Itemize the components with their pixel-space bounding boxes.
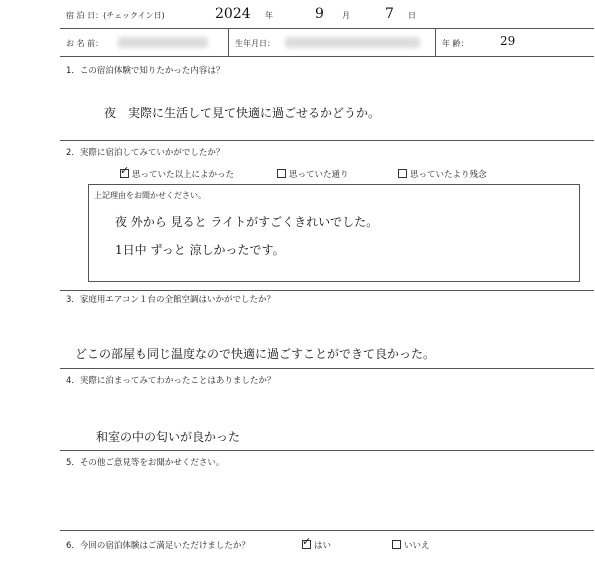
option-label: 思っていたより残念 — [410, 170, 487, 180]
check-mark-icon: ✓ — [120, 164, 130, 177]
question-2 — [60, 140, 594, 291]
age-value: 29 — [500, 34, 516, 48]
day-value: 7 — [385, 6, 394, 22]
question-6 — [60, 530, 594, 566]
question-1 — [60, 56, 594, 141]
survey-form — [60, 0, 595, 567]
option-no[interactable] — [392, 539, 430, 551]
month-label: 月 — [342, 11, 350, 20]
question-3-answer: どこの部屋も同じ温度なので快適に過ごすことができて良かった。 — [75, 347, 436, 361]
question-6-title: 6．今回の宿泊体験はご満足いただけましたか？ — [66, 541, 250, 551]
question-4-answer: 和室の中の匂いが良かった — [96, 430, 241, 444]
option-as-expected[interactable] — [277, 168, 349, 180]
checkbox[interactable] — [277, 169, 286, 178]
option-label: 思っていた通り — [289, 170, 349, 180]
name-label: お 名 前： — [66, 39, 104, 48]
divider — [228, 28, 229, 56]
redacted-birthdate — [285, 37, 420, 48]
month-value: 9 — [315, 6, 324, 22]
redacted-name — [118, 37, 208, 48]
question-1-title: 1．この宿泊体験で知りたかった内容は？ — [66, 66, 225, 76]
age-label: 年 齢： — [442, 39, 469, 48]
question-3-title: 3．家庭用エアコン１台の全館空調はいかがでしたか？ — [66, 295, 275, 305]
question-1-answer: 夜 実際に生活して見て快適に過ごせるかどうか。 — [104, 106, 381, 120]
option-label: 思っていた以上によかった — [132, 170, 235, 180]
question-3 — [60, 290, 594, 369]
question-4-title: 4．実際に泊まってみてわかったことはありましたか？ — [66, 376, 276, 386]
reason-line-2: 1日中 ずっと 涼しかったです。 — [115, 243, 285, 257]
stay-date-label: 宿 泊 日：(チェックイン日) — [66, 11, 165, 20]
question-5-title: 5．その他ご意見等をお聞かせください。 — [66, 458, 225, 468]
question-2-title: 2．実際に宿泊してみていかがでしたか？ — [66, 148, 225, 158]
year-value: 2024 — [215, 6, 251, 22]
year-label: 年 — [265, 11, 273, 20]
reason-line-1: 夜 外から 見ると ライトがすごくきれいでした。 — [115, 215, 379, 229]
question-4 — [60, 368, 594, 451]
check-mark-icon: ✓ — [302, 535, 312, 548]
checkbox[interactable] — [302, 535, 312, 549]
reason-label: 上記理由をお聞かせください。 — [94, 191, 206, 200]
option-yes[interactable] — [302, 535, 332, 551]
option-better-than-expected[interactable] — [120, 164, 235, 180]
checkbox[interactable] — [392, 540, 401, 549]
stay-date-row — [60, 0, 594, 29]
reason-box — [88, 184, 580, 282]
option-worse-than-expected[interactable] — [398, 168, 487, 180]
day-label: 日 — [408, 11, 416, 20]
personal-info-row — [60, 28, 594, 57]
checkbox[interactable] — [120, 164, 130, 178]
option-label: はい — [314, 541, 332, 551]
checkbox[interactable] — [398, 169, 407, 178]
divider — [435, 28, 436, 56]
option-label: いいえ — [404, 541, 430, 551]
birthdate-label: 生年月日： — [235, 39, 275, 48]
question-5 — [60, 450, 594, 531]
